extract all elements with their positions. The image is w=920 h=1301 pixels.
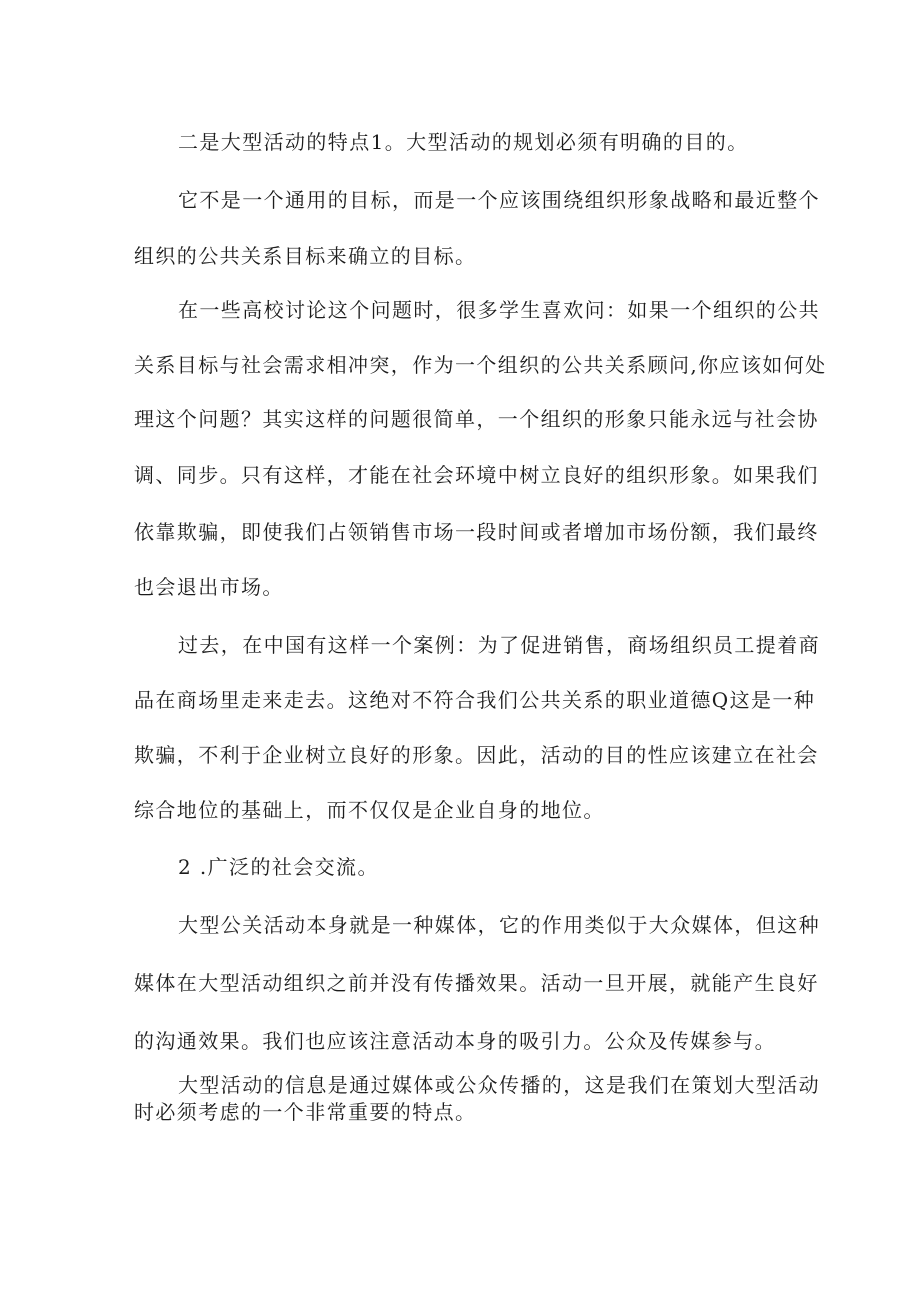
paragraph-7-line-2: 时必须考虑的一个非常重要的特点。 [134, 1100, 477, 1124]
paragraph-3-line-1: 在一些高校讨论这个问题时，很多学生喜欢问：如果一个组织的公共 [178, 298, 820, 322]
paragraph-4-line-3: 欺骗，不利于企业树立良好的形象。因此，活动的目的性应该建立在社会 [134, 743, 819, 767]
paragraph-6-line-3: 的沟通效果。我们也应该注意活动本身的吸引力。公众及传媒参与。 [134, 1029, 776, 1053]
paragraph-3-line-2: 关系目标与社会需求相冲突，作为一个组织的公共关系顾问,你应该如何处 [134, 353, 827, 377]
paragraph-7-line-1: 大型活动的信息是通过媒体或公众传播的，这是我们在策划大型活动 [178, 1073, 820, 1097]
paragraph-6-line-2: 媒体在大型活动组织之前并没有传播效果。活动一旦开展，就能产生良好 [134, 971, 819, 995]
paragraph-3-line-6: 也会退出市场。 [134, 575, 284, 599]
paragraph-3-line-5: 依靠欺骗，即使我们占领销售市场一段时间或者增加市场份额，我们最终 [134, 520, 819, 544]
paragraph-4-line-4: 综合地位的基础上，而不仅仅是企业自身的地位。 [134, 798, 605, 822]
paragraph-3-line-4: 调、同步。只有这样，才能在社会环境中树立良好的组织形象。如果我们 [134, 463, 819, 487]
paragraph-4-line-2: 品在商场里走来走去。这绝对不符合我们公共关系的职业道德Q这是一种 [134, 688, 816, 712]
paragraph-4-line-1: 过去，在中国有这样一个案例：为了促进销售，商场组织员工提着商 [178, 633, 820, 657]
paragraph-6-line-1: 大型公关活动本身就是一种媒体，它的作用类似于大众媒体，但这种 [178, 913, 820, 937]
paragraph-3-line-3: 理这个问题？其实这样的问题很简单，一个组织的形象只能永远与社会协 [134, 407, 819, 431]
section-heading-2: 2 .广泛的社会交流。 [178, 855, 379, 879]
paragraph-2-line-1: 它不是一个通用的目标，而是一个应该围绕组织形象战略和最近整个 [178, 188, 820, 212]
paragraph-2-line-2: 组织的公共关系目标来确立的目标。 [134, 244, 477, 268]
paragraph-1-line-1: 二是大型活动的特点1。大型活动的规划必须有明确的目的。 [178, 130, 749, 154]
